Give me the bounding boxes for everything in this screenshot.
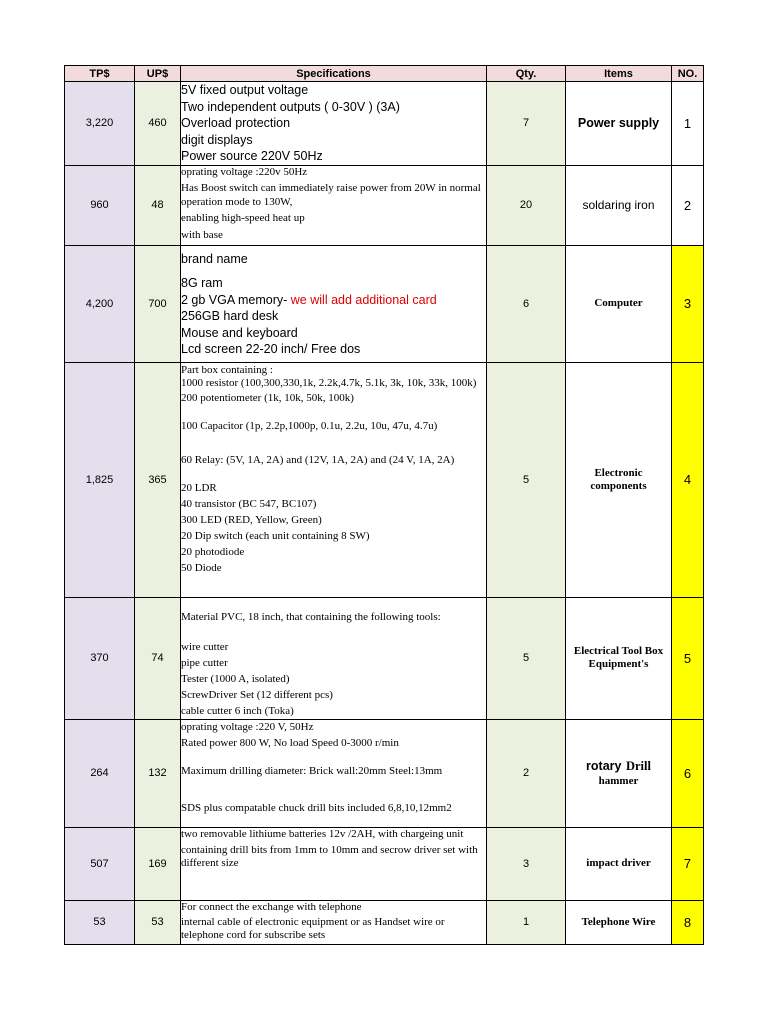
- spec-line: Lcd screen 22-20 inch/ Free dos: [181, 342, 361, 356]
- spec-line: 20 LDR: [181, 481, 217, 494]
- qty-cell: 7: [487, 82, 566, 166]
- spacer: [181, 624, 486, 638]
- spec-line: 20 Dip switch (each unit containing 8 SW): [181, 529, 370, 542]
- tp-cell: 264: [65, 719, 135, 827]
- price-table: [64, 65, 704, 945]
- no-cell: 5: [672, 597, 704, 719]
- spec-cell: [181, 597, 487, 719]
- spec-cell: [181, 82, 487, 166]
- spec-line: Part box containing :: [181, 363, 273, 376]
- spec-line: wire cutter: [181, 640, 229, 653]
- table-row: [65, 719, 704, 827]
- up-cell: 169: [135, 827, 181, 900]
- spec-line: internal cable of electronic equipment or as Handset wire or telephone cord for subscribe sets: [181, 915, 445, 941]
- spec-line: 40 transistor (BC 547, BC107): [181, 497, 317, 510]
- spec-line: Mouse and keyboard: [181, 325, 298, 340]
- spec-line: 200 potentiometer (1k, 10k, 50k, 100k): [181, 391, 354, 404]
- spec-line: 50 Diode: [181, 561, 222, 574]
- no-cell: 6: [672, 719, 704, 827]
- spec-line: ScrewDriver Set (12 different pcs): [181, 688, 333, 701]
- no-cell: 3: [672, 245, 704, 362]
- table-row: [65, 900, 704, 944]
- item-cell: Computer: [566, 245, 672, 362]
- item-word: rotary: [586, 758, 622, 773]
- qty-cell: 6: [487, 245, 566, 362]
- header-no: NO.: [672, 66, 704, 82]
- spec-note: we will add additional card: [290, 292, 437, 307]
- item-cell: impact driver: [566, 827, 672, 900]
- spec-cell: [181, 362, 487, 597]
- table-row: [65, 245, 704, 362]
- spec-line: Two independent outputs ( 0-30V ) (3A): [181, 99, 400, 114]
- up-cell: 74: [135, 597, 181, 719]
- header-items: Items: [566, 66, 672, 82]
- spec-line: brand name: [181, 251, 248, 266]
- spacer: [181, 467, 486, 481]
- qty-cell: 5: [487, 362, 566, 597]
- up-cell: 460: [135, 82, 181, 166]
- tp-cell: 53: [65, 900, 135, 944]
- tp-cell: 1,825: [65, 362, 135, 597]
- spec-line: enabling high-speed heat up: [181, 212, 305, 224]
- item-cell: Electronic components: [566, 362, 672, 597]
- no-cell: 1: [672, 82, 704, 166]
- spec-line: Tester (1000 A, isolated): [181, 672, 290, 685]
- spec-line: oprating voltage :220v 50Hz: [181, 165, 308, 178]
- spec-line: two removable lithiume batteries 12v /2AH, with chargeing unit: [181, 827, 464, 840]
- up-cell: 700: [135, 245, 181, 362]
- spec-line: 5V fixed output voltage: [181, 83, 309, 97]
- spec-line: Power source 220V 50Hz: [181, 149, 323, 163]
- spec-line: Has Boost switch can immediately raise power from 20W in normal operation mode to 130W,: [181, 182, 481, 208]
- spec-line: 300 LED (RED, Yellow, Green): [181, 513, 322, 526]
- no-cell: 7: [672, 827, 704, 900]
- tp-cell: 3,220: [65, 82, 135, 166]
- spec-cell: [181, 719, 487, 827]
- no-cell: 8: [672, 900, 704, 944]
- spec-line: Overload protection: [181, 116, 291, 130]
- up-cell: 365: [135, 362, 181, 597]
- table-row: [65, 827, 704, 900]
- spec-line: Maximum drilling diameter: Brick wall:20mm Steel:13mm: [181, 764, 443, 777]
- spec-line: oprating voltage :220 V, 50Hz: [181, 720, 314, 733]
- spec-cell: [181, 245, 487, 362]
- tp-cell: 4,200: [65, 245, 135, 362]
- item-cell: soldaring iron: [566, 165, 672, 245]
- table-row: [65, 362, 704, 597]
- qty-cell: 3: [487, 827, 566, 900]
- spec-line: 60 Relay: (5V, 1A, 2A) and (12V, 1A, 2A) and (24 V, 1A, 2A): [181, 453, 455, 466]
- spec-line: 100 Capacitor (1p, 2.2p,1000p, 0.1u, 2.2u, 10u, 47u, 4.7u): [181, 419, 438, 432]
- spec-line: SDS plus compatable chuck drill bits included 6,8,10,12mm2: [181, 801, 452, 814]
- item-word: Drill: [625, 758, 651, 773]
- spec-line: Material PVC, 18 inch, that containing the following tools:: [181, 610, 441, 623]
- spacer: [181, 750, 486, 764]
- header-tp: TP$: [65, 66, 135, 82]
- up-cell: 53: [135, 900, 181, 944]
- header-spec: Specifications: [181, 66, 487, 82]
- table-row: [65, 165, 704, 245]
- item-cell: [566, 719, 672, 827]
- item-word: hammer: [598, 774, 639, 787]
- spec-line: [181, 292, 486, 309]
- spec-line: Rated power 800 W, No load Speed 0-3000 r/min: [181, 736, 399, 749]
- spec-line: digit displays: [181, 132, 253, 147]
- spec-line: 256GB hard desk: [181, 309, 279, 323]
- spec-line: For connect the exchange with telephone: [181, 900, 362, 913]
- spec-line: containing drill bits from 1mm to 10mm and secrow driver set with different size: [181, 844, 478, 869]
- up-cell: 132: [135, 719, 181, 827]
- table-row: [65, 597, 704, 719]
- tp-cell: 960: [65, 165, 135, 245]
- spacer: [181, 405, 486, 419]
- item-cell: Telephone Wire: [566, 900, 672, 944]
- spec-cell: [181, 900, 487, 944]
- spec-cell: [181, 165, 487, 245]
- up-cell: 48: [135, 165, 181, 245]
- qty-cell: 20: [487, 165, 566, 245]
- header-qty: Qty.: [487, 66, 566, 82]
- spec-text: 2 gb VGA memory-: [181, 292, 288, 307]
- spec-line: 8G ram: [181, 276, 223, 290]
- item-cell: Power supply: [566, 82, 672, 166]
- spacer: [181, 778, 486, 798]
- qty-cell: 2: [487, 719, 566, 827]
- spec-line: pipe cutter: [181, 656, 228, 669]
- header-row: [65, 66, 704, 82]
- spec-line: 20 photodiode: [181, 545, 245, 558]
- table-row: [65, 82, 704, 166]
- spec-line: 1000 resistor (100,300,330,1k, 2.2k,4.7k, 5.1k, 3k, 10k, 33k, 100k): [181, 376, 477, 389]
- spec-line: cable cutter 6 inch (Toka): [181, 704, 294, 717]
- spec-cell: [181, 827, 487, 900]
- qty-cell: 1: [487, 900, 566, 944]
- qty-cell: 5: [487, 597, 566, 719]
- spacer: [181, 433, 486, 453]
- no-cell: 2: [672, 165, 704, 245]
- item-cell: Electrical Tool Box Equipment's: [566, 597, 672, 719]
- tp-cell: 370: [65, 597, 135, 719]
- no-cell: 4: [672, 362, 704, 597]
- tp-cell: 507: [65, 827, 135, 900]
- spec-line: with base: [181, 228, 223, 241]
- header-up: UP$: [135, 66, 181, 82]
